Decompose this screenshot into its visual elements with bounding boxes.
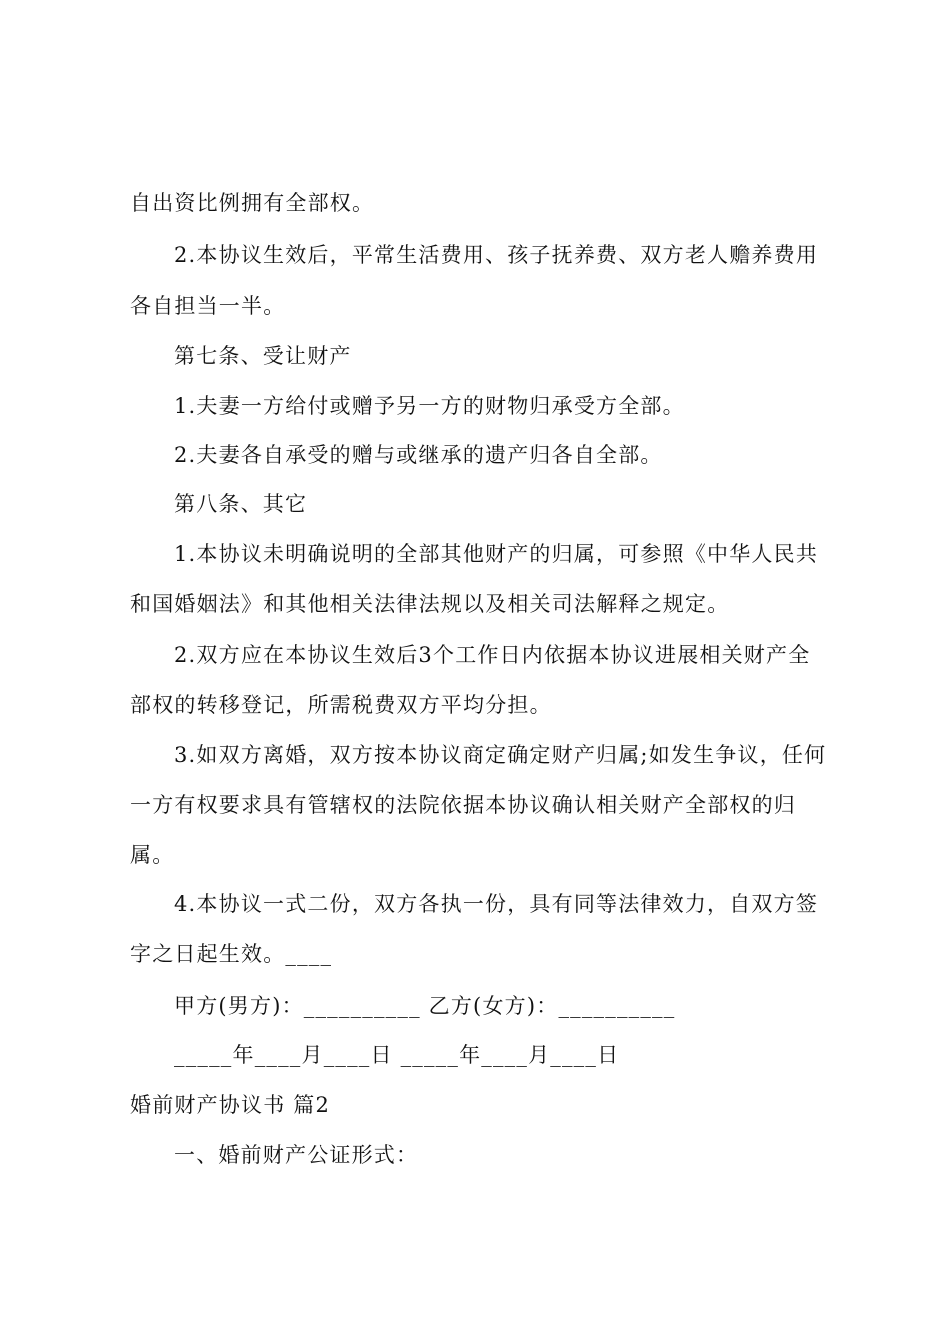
section-heading: 一、婚前财产公证形式： [174, 1143, 419, 1167]
signature-line: 甲方(男方)：__________ 乙方(女方)：__________ [174, 994, 676, 1018]
text-line: 2.夫妻各自承受的赠与或继承的遗产归各自全部。 [174, 443, 663, 467]
text-line: 一方有权要求具有管辖权的法院依据本协议确认相关财产全部权的归 [130, 793, 796, 817]
text-line: 1.夫妻一方给付或赠予另一方的财物归承受方全部。 [174, 394, 685, 418]
text-line: 和国婚姻法》和其他相关法律法规以及相关司法解释之规定。 [130, 592, 730, 616]
text-line: 2.双方应在本协议生效后3个工作日内依据本协议进展相关财产全 [174, 643, 811, 667]
text-line: 属。 [130, 843, 175, 867]
text-line: 4.本协议一式二份，双方各执一份，具有同等法律效力，自双方签 [174, 892, 819, 916]
text-line: 3.如双方离婚，双方按本协议商定确定财产归属;如发生争议，任何 [174, 743, 827, 767]
text-line: 自出资比例拥有全部权。 [130, 191, 375, 215]
section-title: 婚前财产协议书 篇2 [130, 1093, 331, 1117]
section-heading: 第七条、受让财产 [174, 344, 352, 368]
section-heading: 第八条、其它 [174, 492, 308, 516]
text-line: 字之日起生效。____ [130, 942, 333, 966]
text-line: 各自担当一半。 [130, 294, 286, 318]
text-line: 1.本协议未明确说明的全部其他财产的归属，可参照《中华人民共 [174, 542, 819, 566]
text-line: 部权的转移登记，所需税费双方平均分担。 [130, 693, 552, 717]
date-line: _____年____月____日 _____年____月____日 [174, 1043, 620, 1067]
text-line: 2.本协议生效后，平常生活费用、孩子抚养费、双方老人赡养费用 [174, 243, 819, 267]
